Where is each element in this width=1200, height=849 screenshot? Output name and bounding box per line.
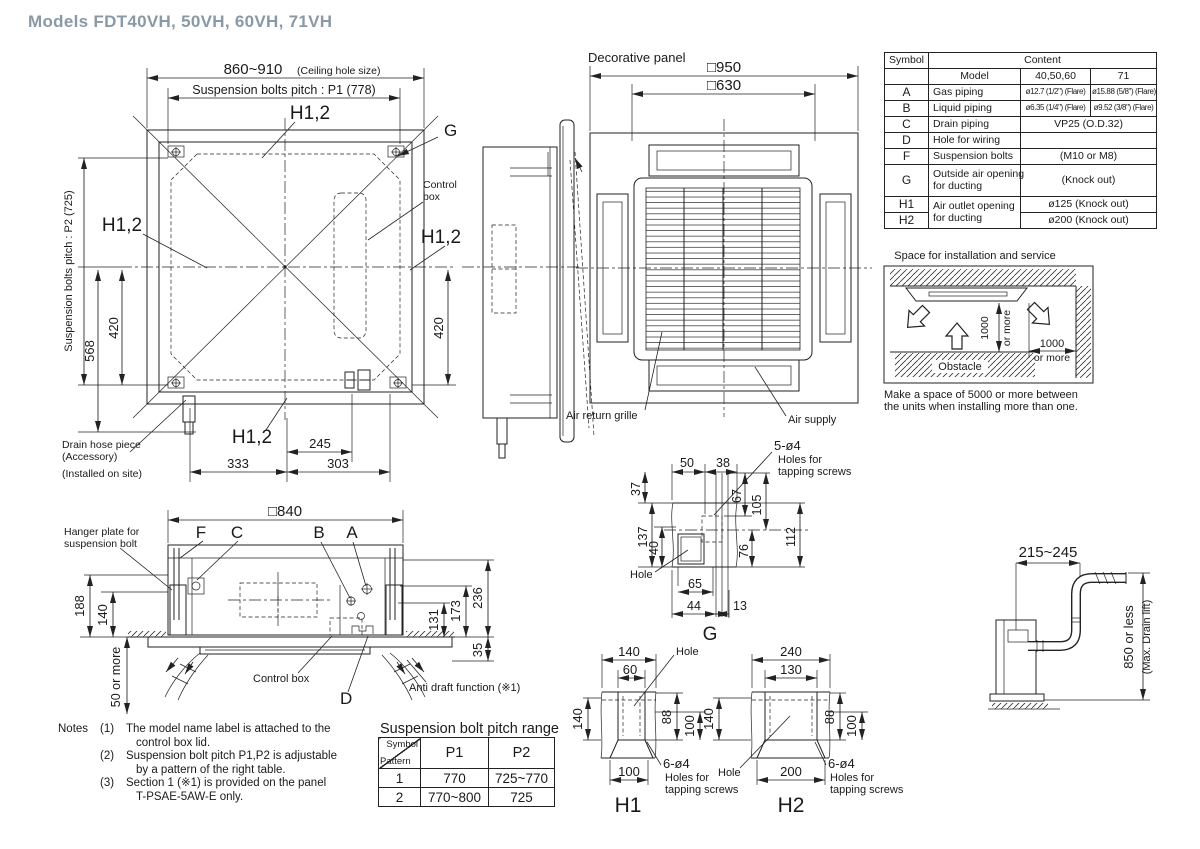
h2-screws-label: 6-ø4 (828, 756, 855, 771)
h2-tapping-label: tapping screws (830, 784, 904, 796)
notes-block (58, 723, 337, 804)
spec-name-h2: for ducting (933, 211, 983, 224)
pitch-r2-pattern: 2 (379, 788, 421, 807)
plan-control-box-label2: box (423, 191, 440, 203)
uside-label-d: D (340, 689, 353, 708)
spec-name-a: Gas piping (929, 85, 1021, 101)
space-dim-ormore-h: or more (1033, 352, 1071, 364)
spec-val-d (1021, 133, 1157, 149)
front-air-return-label: Air return grille (566, 410, 638, 422)
uside-hanger-label1: Hanger plate for (64, 526, 140, 538)
spec-name-d: Hole for wiring (929, 133, 1021, 149)
plan-h12-top: H1,2 (289, 103, 331, 124)
spec-val-h2: ø200 (Knock out) (1021, 213, 1157, 229)
space-dim-1000-h: 1000 (1039, 338, 1065, 350)
g-dim-112: 112 (784, 527, 798, 547)
spec-name-g1: Outside air opening (933, 168, 1025, 181)
g-dim-67: 67 (730, 489, 744, 503)
space-obstacle-label: Obstacle (938, 361, 982, 373)
spec-sym-a: A (885, 85, 929, 101)
note-2-marker: (2) (100, 750, 115, 762)
table-row (379, 788, 555, 807)
plan-p1-dim: Suspension bolts pitch : P1 (778) (192, 83, 376, 97)
h2-dim-140: 140 (701, 708, 716, 730)
spec-header-content: Content (929, 53, 1157, 69)
g-screws-label: 5-ø4 (774, 438, 801, 453)
h2-dim-240: 240 (780, 644, 802, 659)
uside-label-b: B (313, 523, 325, 542)
spec-sym-b: B (885, 101, 929, 117)
h1-dim-88: 88 (659, 709, 674, 725)
plan-drain-label1: Drain hose piece (62, 439, 141, 451)
space-caption2: the units when installing more than one. (884, 401, 1078, 413)
spec-model-label: Model (929, 69, 1021, 85)
note-2-line1: Suspension bolt pitch P1,P2 is adjustable (126, 750, 337, 762)
g-dim-38: 38 (716, 456, 730, 470)
detail-g (629, 438, 852, 645)
table-row (885, 213, 1157, 229)
plan-g-label: G (444, 121, 458, 140)
spec-name-h1: Air outlet opening (933, 200, 1015, 213)
g-dim-40: 40 (647, 541, 661, 555)
spec-val-b1: ø6.35 (1/4") (Flare) (1021, 101, 1091, 117)
spec-sym-c: C (885, 117, 929, 133)
table-row (379, 738, 555, 769)
pitch-hdr-pattern: Pattern (380, 756, 411, 767)
plan-h12-left: H1,2 (101, 215, 143, 236)
plan-ceiling-dim: 860~910 (223, 61, 283, 78)
h1-hole-label: Hole (676, 646, 699, 658)
spec-val-a1: ø12.7 (1/2") (Flare) (1021, 85, 1091, 101)
uside-hanger-label2: suspension bolt (64, 538, 137, 550)
plan-ceiling-note: (Ceiling hole size) (297, 65, 381, 77)
note-3-line2: T-PSAE-5AW-E only. (136, 790, 244, 803)
pitch-r2-p1: 770~800 (421, 788, 489, 807)
plan-drain-label2: (Accessory) (62, 451, 118, 463)
h1-dim-100b: 100 (618, 764, 640, 779)
uside-dim-840: □840 (267, 503, 303, 520)
h2-dim-100: 100 (844, 715, 859, 737)
pitch-r1-p2: 725~770 (489, 769, 555, 788)
table-row (885, 197, 1157, 213)
table-row (885, 101, 1157, 117)
front-dim-630: □630 (706, 77, 742, 94)
page-title: Models FDT40VH, 50VH, 60VH, 71VH (28, 12, 333, 31)
h2-dim-88: 88 (822, 709, 837, 725)
uside-dim-188: 188 (72, 595, 87, 617)
pitch-hdr-p1: P1 (421, 738, 489, 769)
spec-val-b2: ø9.52 (3/8") (Flare) (1091, 101, 1157, 117)
note-3-marker: (3) (100, 777, 115, 789)
note-1-line2: control box lid. (136, 736, 211, 749)
spec-val-g: (Knock out) (1021, 165, 1157, 197)
uside-anti-draft-label: Anti draft function (※1) (409, 682, 521, 694)
table-row (885, 149, 1157, 165)
front-air-supply-label: Air supply (788, 414, 837, 426)
drain-dim-range: 215~245 (1018, 544, 1078, 561)
h2-dim-200: 200 (780, 764, 802, 779)
spec-name-g2: for ducting (933, 179, 983, 192)
plan-dim-420-left: 420 (106, 317, 121, 339)
uside-dim-140: 140 (95, 604, 110, 626)
pitch-r1-pattern: 1 (379, 769, 421, 788)
h1-dim-140t: 140 (618, 644, 640, 659)
note-3-line1: Section 1 (※1) is provided on the panel (126, 777, 327, 789)
h1-dim-100r: 100 (682, 715, 697, 737)
plan-dim-303: 303 (327, 456, 349, 471)
h1-tapping-label: tapping screws (665, 784, 739, 796)
table-row (885, 133, 1157, 149)
uside-dim-35: 35 (470, 642, 485, 658)
front-dim-950: □950 (706, 59, 742, 76)
spec-val-f: (M10 or M8) (1021, 149, 1157, 165)
g-dim-50: 50 (680, 456, 694, 470)
h1-dim-140l: 140 (570, 708, 585, 730)
spec-sym-h1: H1 (885, 197, 929, 213)
plan-dim-420-right: 420 (431, 317, 446, 339)
table-row (885, 117, 1157, 133)
table-row (885, 69, 1157, 85)
side-view (462, 120, 594, 458)
note-1-line1: The model name label is attached to the (126, 723, 331, 735)
g-dim-105: 105 (750, 494, 764, 516)
g-dim-13: 13 (733, 599, 747, 613)
table-row (379, 769, 555, 788)
spec-sym-g: G (885, 165, 929, 197)
drain-lift-label2: (Max. Drain lift) (1141, 599, 1153, 675)
space-caption1: Make a space of 5000 or more between (884, 389, 1078, 401)
spec-sym-d: D (885, 133, 929, 149)
g-holes-for-label: Holes for (778, 454, 823, 466)
uside-fifty-or-more: 50 or more (109, 646, 123, 708)
spec-name-f: Suspension bolts (929, 149, 1021, 165)
g-dim-44: 44 (687, 599, 701, 613)
uside-dim-236: 236 (470, 587, 485, 609)
uside-control-box-label: Control box (253, 673, 310, 685)
h1-holes-for-label: Holes for (665, 772, 710, 784)
uside-label-a: A (346, 523, 358, 542)
h1-screws-label: 6-ø4 (663, 756, 690, 771)
space-dim-ormore-v: or more (1001, 309, 1013, 347)
uside-label-c: C (230, 523, 244, 542)
h2-hole-label: Hole (718, 767, 741, 779)
g-tapping-label: tapping screws (778, 466, 852, 478)
pitch-r1-p1: 770 (421, 769, 489, 788)
pitch-table (378, 737, 555, 807)
space-dim-1000-v: 1000 (979, 316, 991, 340)
pitch-r2-p2: 725 (489, 788, 555, 807)
spec-val-c: VP25 (O.D.32) (1021, 117, 1157, 133)
spec-model-1: 40,50,60 (1021, 69, 1091, 85)
uside-label-f: F (195, 523, 207, 542)
spec-sym-h2: H2 (885, 213, 929, 229)
plan-dim-333: 333 (227, 456, 249, 471)
spec-name-c: Drain piping (929, 117, 1021, 133)
plan-dim-568: 568 (82, 340, 97, 362)
spec-name-b: Liquid piping (929, 101, 1021, 117)
installation-space (884, 250, 1093, 413)
spec-val-a2: ø15.88 (5/8") (Flare) (1091, 85, 1157, 101)
spec-header-symbol: Symbol (885, 53, 929, 69)
spec-table (884, 52, 1157, 229)
front-view (566, 50, 872, 426)
h2-dim-130: 130 (780, 662, 802, 677)
g-dim-76: 76 (737, 544, 751, 558)
plan-dim-245: 245 (309, 436, 331, 451)
h1-dim-60: 60 (622, 662, 638, 677)
plan-p2-dim: Suspension bolts pitch : P2 (725) (63, 190, 75, 352)
spec-sym-f: F (885, 149, 929, 165)
table-row (885, 85, 1157, 101)
g-caption: G (702, 624, 718, 645)
drain-lift-label1: 850 or less (1121, 605, 1136, 669)
pitch-hdr-symbol: Symbol (386, 739, 418, 750)
h1-caption: H1 (614, 794, 642, 817)
uside-dim-173: 173 (448, 600, 463, 622)
unit-side-view (64, 503, 520, 714)
spec-model-2: 71 (1091, 69, 1157, 85)
g-dim-65: 65 (688, 577, 702, 591)
plan-h12-bottom: H1,2 (231, 427, 273, 448)
plan-drain-label3: (Installed on site) (62, 468, 142, 480)
pitch-table-title: Suspension bolt pitch range (380, 721, 559, 737)
note-2-line2: by a pattern of the right table. (136, 763, 286, 776)
plan-view (62, 61, 461, 482)
note-1-marker: (1) (100, 723, 115, 735)
g-dim-137: 137 (636, 526, 650, 548)
g-hole-label: Hole (630, 569, 653, 581)
front-title: Decorative panel (588, 50, 686, 65)
plan-h12-right: H1,2 (420, 227, 462, 248)
g-dim-37: 37 (629, 482, 643, 496)
plan-control-box-label1: Control (423, 179, 457, 191)
uside-dim-131: 131 (426, 609, 441, 631)
notes-heading: Notes (58, 723, 89, 735)
table-row (885, 165, 1157, 197)
drain-lift (988, 544, 1153, 709)
pitch-hdr-p2: P2 (489, 738, 555, 769)
spec-val-h1: ø125 (Knock out) (1021, 197, 1157, 213)
space-title: Space for installation and service (894, 250, 1056, 262)
h2-caption: H2 (777, 794, 805, 817)
h2-holes-for-label: Holes for (830, 772, 875, 784)
table-row (885, 53, 1157, 69)
